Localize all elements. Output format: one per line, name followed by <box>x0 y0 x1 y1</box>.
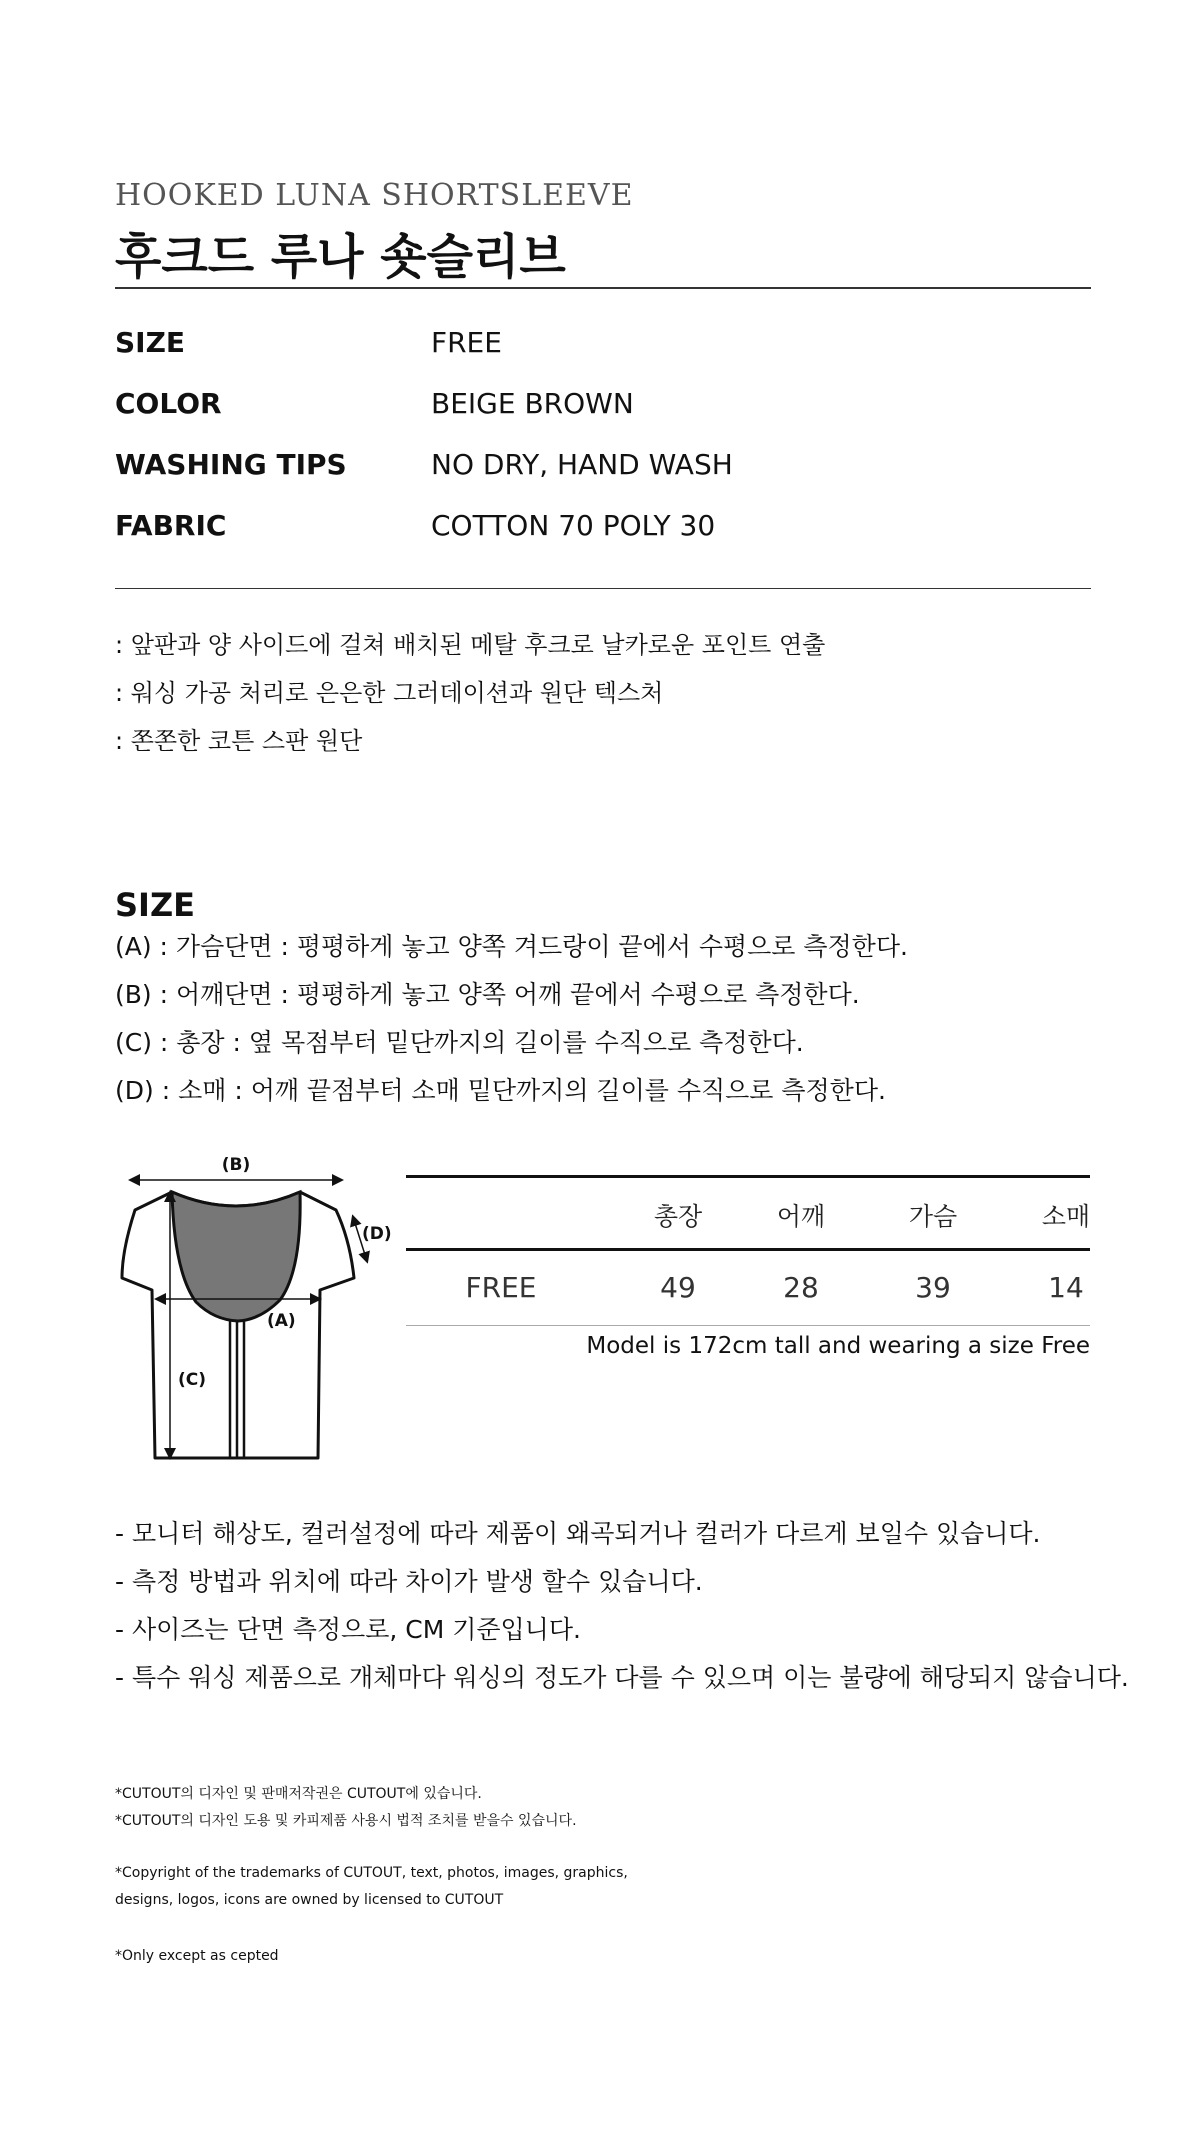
title-divider <box>115 287 1091 289</box>
table-top-rule <box>406 1175 1090 1178</box>
table-cell-sleeve: 14 <box>1048 1271 1084 1304</box>
table-header-sleeve: 소매 <box>1041 1202 1091 1231</box>
diagram-label-d: (D) <box>362 1224 392 1244</box>
legal-line: *CUTOUT의 디자인 도용 및 카피제품 사용시 법적 조치를 받을수 있습니다. <box>115 1813 577 1829</box>
size-heading: SIZE <box>115 886 196 924</box>
legal-line: designs, logos, icons are owned by licensed to CUTOUT <box>115 1892 504 1908</box>
size-table <box>406 1175 1090 1335</box>
spec-label-fabric: FABRIC <box>115 509 227 542</box>
spec-label-washing: WASHING TIPS <box>115 448 347 481</box>
notice-item: - 측정 방법과 위치에 따라 차이가 발생 할수 있습니다. <box>115 1567 703 1596</box>
feature-item: : 앞판과 양 사이드에 걸쳐 배치된 메탈 후크로 날카로운 포인트 연출 <box>115 631 826 659</box>
measurement-c: (C) : 총장 : 옆 목점부터 밑단까지의 길이를 수직으로 측정한다. <box>115 1028 804 1057</box>
notice-item: - 모니터 해상도, 컬러설정에 따라 제품이 왜곡되거나 컬러가 다르게 보일수 있습니다. <box>115 1519 1041 1548</box>
notice-item: - 사이즈는 단면 측정으로, CM 기준입니다. <box>115 1615 581 1644</box>
spec-value-fabric: COTTON 70 POLY 30 <box>431 509 716 542</box>
diagram-label-c: (C) <box>178 1370 207 1390</box>
diagram-label-b: (B) <box>221 1155 251 1175</box>
product-english-title: HOOKED LUNA SHORTSLEEVE <box>115 178 634 213</box>
spec-value-washing: NO DRY, HAND WASH <box>431 448 733 481</box>
measurement-b: (B) : 어깨단면 : 평평하게 놓고 양쪽 어깨 끝에서 수평으로 측정한다. <box>115 980 860 1009</box>
legal-line: *CUTOUT의 디자인 및 판매저작권은 CUTOUT에 있습니다. <box>115 1786 482 1802</box>
model-note: Model is 172cm tall and wearing a size Free <box>586 1333 1090 1359</box>
table-header-shoulder: 어깨 <box>776 1202 826 1231</box>
garment-measurement-diagram <box>110 1140 410 1470</box>
spec-divider <box>115 588 1091 589</box>
table-cell-length: 49 <box>660 1271 696 1304</box>
notice-item: - 특수 워싱 제품으로 개체마다 워싱의 정도가 다를 수 있으며 이는 불량에 해당되지 않습니다. <box>115 1663 1129 1692</box>
feature-item: : 워싱 가공 처리로 은은한 그러데이션과 원단 텍스처 <box>115 679 664 707</box>
table-cell-chest: 39 <box>915 1271 951 1304</box>
table-cell-shoulder: 28 <box>783 1271 819 1304</box>
spec-label-color: COLOR <box>115 387 222 420</box>
legal-line: *Only except as cepted <box>115 1948 279 1964</box>
table-header-rule <box>406 1248 1090 1251</box>
feature-item: : 쫀쫀한 코튼 스판 원단 <box>115 727 363 755</box>
table-header-length: 총장 <box>653 1202 703 1231</box>
table-bottom-rule <box>406 1325 1090 1326</box>
legal-line: *Copyright of the trademarks of CUTOUT, text, photos, images, graphics, <box>115 1865 628 1881</box>
spec-value-color: BEIGE BROWN <box>431 387 634 420</box>
measurement-a: (A) : 가슴단면 : 평평하게 놓고 양쪽 겨드랑이 끝에서 수평으로 측정한다. <box>115 932 908 961</box>
table-header-chest: 가슴 <box>908 1202 958 1231</box>
table-cell-size: FREE <box>465 1271 537 1304</box>
spec-label-size: SIZE <box>115 326 186 359</box>
diagram-label-a: (A) <box>267 1311 296 1331</box>
product-korean-title: 후크드 루나 숏슬리브 <box>115 229 566 285</box>
spec-value-size: FREE <box>431 326 502 359</box>
measurement-d: (D) : 소매 : 어깨 끝점부터 소매 밑단까지의 길이를 수직으로 측정한다. <box>115 1076 886 1105</box>
